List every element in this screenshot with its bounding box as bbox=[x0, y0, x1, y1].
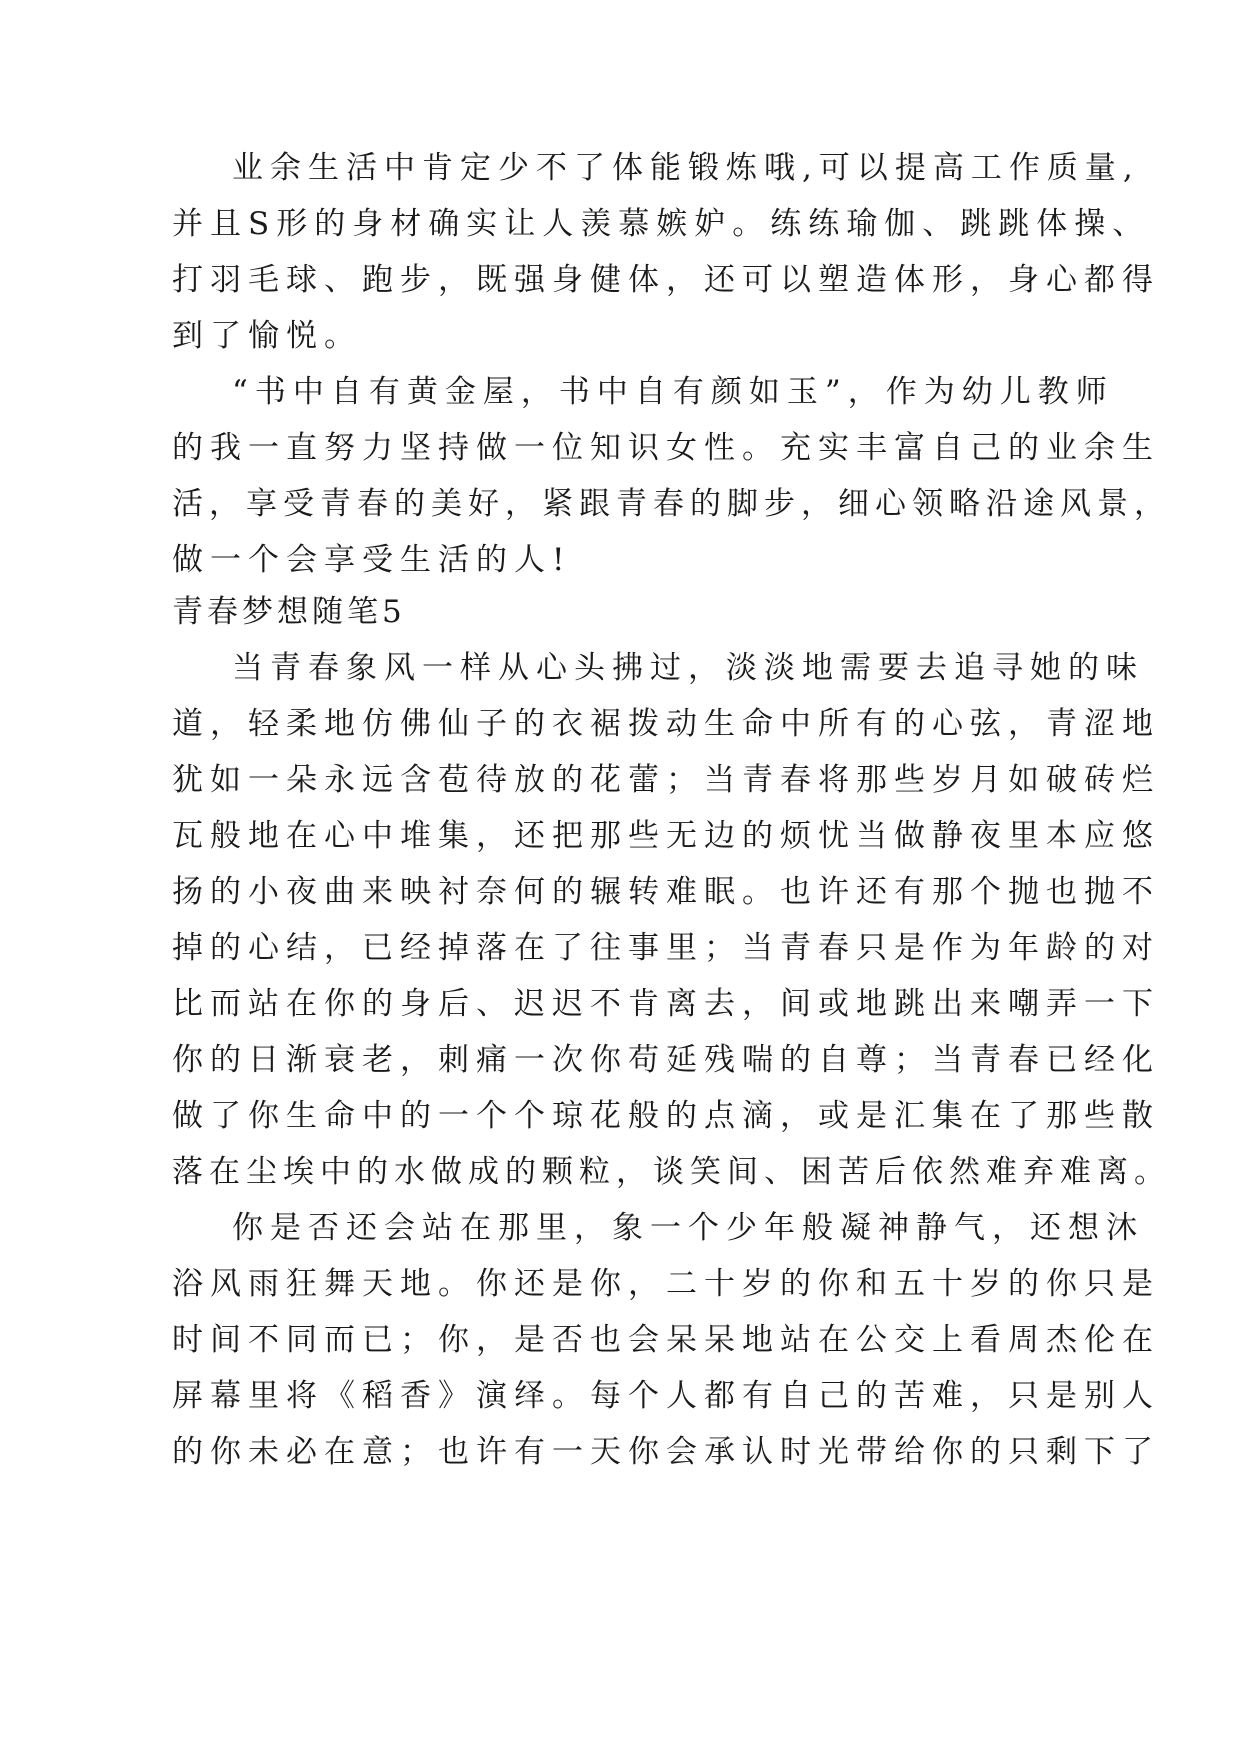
paragraph-4-line-1: 你是否还会站在那里，象一个少年般凝神静气，还想沐 bbox=[232, 1210, 1144, 1246]
paragraph-3-line-6: 掉的心结，已经掉落在了往事里；当青春只是作为年龄的对 bbox=[172, 930, 1160, 966]
paragraph-2-line-4: 做一个会享受生活的人! bbox=[172, 542, 572, 578]
paragraph-4-line-2: 浴风雨狂舞天地。你还是你，二十岁的你和五十岁的你只是 bbox=[172, 1266, 1160, 1302]
paragraph-3-line-2: 道，轻柔地仿佛仙子的衣裾拨动生命中所有的心弦，青涩地 bbox=[172, 706, 1160, 742]
paragraph-1-line-4: 到了愉悦。 bbox=[172, 318, 362, 354]
paragraph-3-line-10: 落在尘埃中的水做成的颗粒，谈笑间、困苦后依然难弃难离。 bbox=[172, 1154, 1171, 1190]
paragraph-3-line-1: 当青春象风一样从心头拂过，淡淡地需要去追寻她的味 bbox=[232, 650, 1144, 686]
paragraph-2-line-1: “书中自有黄金屋，书中自有颜如玉”，作为幼儿教师 bbox=[232, 374, 1114, 410]
paragraph-3-line-7: 比而站在你的身后、迟迟不肯离去，间或地跳出来嘲弄一下 bbox=[172, 986, 1160, 1022]
paragraph-3-line-3: 犹如一朵永远含苞待放的花蕾；当青春将那些岁月如破砖烂 bbox=[172, 762, 1160, 798]
paragraph-3-line-5: 扬的小夜曲来映衬奈何的辗转难眠。也许还有那个抛也抛不 bbox=[172, 874, 1160, 910]
paragraph-2-line-2: 的我一直努力坚持做一位知识女性。充实丰富自己的业余生 bbox=[172, 430, 1160, 466]
paragraph-4-line-5: 的你未必在意；也许有一天你会承认时光带给你的只剩下了 bbox=[172, 1434, 1160, 1470]
paragraph-3-line-9: 做了你生命中的一个个琼花般的点滴，或是汇集在了那些散 bbox=[172, 1098, 1160, 1134]
paragraph-1-line-1: 业余生活中肯定少不了体能锻炼哦,可以提高工作质量, bbox=[232, 150, 1140, 186]
section-heading: 青春梦想随笔5 bbox=[172, 594, 406, 630]
paragraph-2-line-3: 活，享受青春的美好，紧跟青春的脚步，细心领略沿途风景， bbox=[172, 486, 1171, 522]
paragraph-1-line-2: 并且S形的身材确实让人羡慕嫉妒。练练瑜伽、跳跳体操、 bbox=[172, 206, 1151, 242]
paragraph-3-line-4: 瓦般地在心中堆集，还把那些无边的烦忧当做静夜里本应悠 bbox=[172, 818, 1160, 854]
paragraph-4-line-4: 屏幕里将《稻香》演绎。每个人都有自己的苦难，只是别人 bbox=[172, 1378, 1160, 1414]
paragraph-4-line-3: 时间不同而已；你，是否也会呆呆地站在公交上看周杰伦在 bbox=[172, 1322, 1160, 1358]
paragraph-3-line-8: 你的日渐衰老，刺痛一次你苟延残喘的自尊；当青春已经化 bbox=[172, 1042, 1160, 1078]
paragraph-1-line-3: 打羽毛球、跑步，既强身健体，还可以塑造体形，身心都得 bbox=[172, 262, 1160, 298]
